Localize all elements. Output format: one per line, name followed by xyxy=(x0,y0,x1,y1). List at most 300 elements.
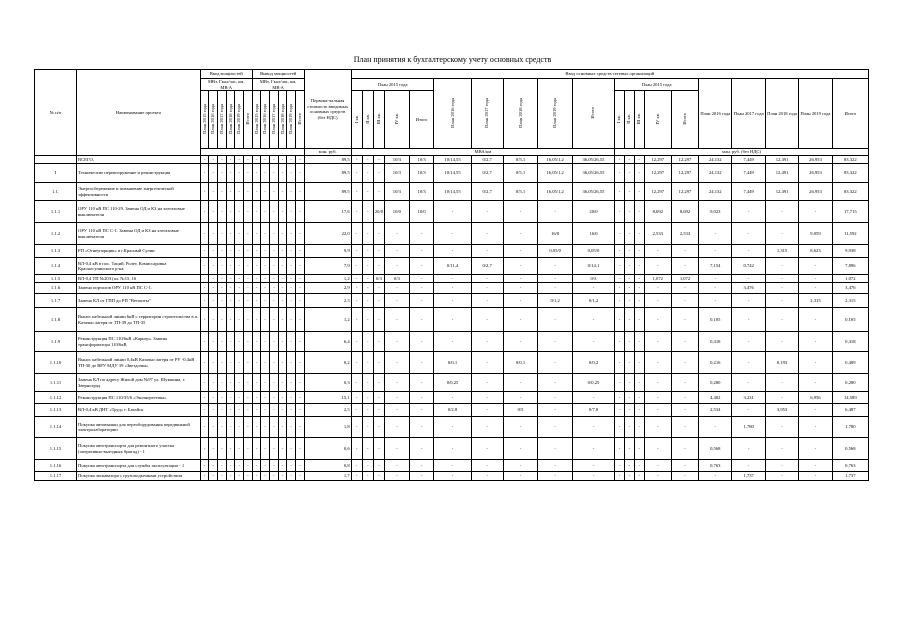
value-cell: - xyxy=(538,404,573,417)
value-cell: - xyxy=(471,308,503,332)
value-cell: 0/5,1 xyxy=(503,183,538,201)
table-row xyxy=(35,460,869,472)
value-cell: - xyxy=(671,283,698,294)
value-cell: - xyxy=(351,392,362,404)
row-number: 1.1. xyxy=(35,183,77,201)
header-vvod-2018: План 2018 года xyxy=(227,103,233,134)
power-cell: - xyxy=(226,183,235,201)
power-cell: - xyxy=(218,223,227,245)
value-cell: - xyxy=(373,392,384,404)
power-cell: - xyxy=(218,245,227,258)
value-cell: - xyxy=(732,245,765,258)
header-vyvod-2015: План 2015 года xyxy=(253,103,259,134)
value-cell: - xyxy=(624,294,634,308)
power-cell: - xyxy=(295,223,304,245)
row-number: 1.1.6 xyxy=(35,283,77,294)
power-cell: - xyxy=(235,283,244,294)
header-vyvod-2017: План 2017 года xyxy=(271,103,276,134)
power-cell: - xyxy=(252,201,261,223)
power-cell: - xyxy=(278,164,287,183)
value-cell: 12,297 xyxy=(671,164,698,183)
value-cell: - xyxy=(538,308,573,332)
value-cell: 1,737 xyxy=(732,472,765,481)
power-cell: - xyxy=(270,404,279,417)
power-cell: - xyxy=(235,308,244,332)
row-number: 1.1.4 xyxy=(35,258,77,275)
value-cell: 0,763 xyxy=(832,460,868,472)
power-cell: - xyxy=(226,275,235,283)
value-cell: - xyxy=(538,201,573,223)
value-cell: - xyxy=(434,438,471,460)
table-row xyxy=(35,164,869,183)
header-right-2017: План 2017 года xyxy=(732,79,765,149)
value-cell: - xyxy=(671,245,698,258)
value-cell: - xyxy=(434,392,471,404)
value-cell: - xyxy=(538,258,573,275)
value-cell: - xyxy=(538,460,573,472)
value-cell: - xyxy=(765,258,798,275)
value-cell: - xyxy=(351,245,362,258)
power-cell: - xyxy=(287,417,296,438)
value-cell: 36,05/26,55 xyxy=(572,156,614,164)
value-cell: 1,315 xyxy=(765,245,798,258)
value-cell: - xyxy=(409,392,434,404)
value-cell: - xyxy=(373,460,384,472)
value-cell: 0/5,1 xyxy=(503,156,538,164)
table-header xyxy=(35,70,869,156)
header-mid-total: Итого xyxy=(590,106,596,119)
value-cell: - xyxy=(373,308,384,332)
value-cell: - xyxy=(471,460,503,472)
power-cell: - xyxy=(261,352,270,374)
power-cell: - xyxy=(287,438,296,460)
power-cell: - xyxy=(252,308,261,332)
value-cell: - xyxy=(385,283,410,294)
value-cell: - xyxy=(409,283,434,294)
power-cell: - xyxy=(226,201,235,223)
value-cell: - xyxy=(624,223,634,245)
value-cell: - xyxy=(624,438,634,460)
value-cell: - xyxy=(634,392,644,404)
value-cell: 17,715 xyxy=(832,201,868,223)
value-cell: - xyxy=(385,352,410,374)
power-cell: - xyxy=(218,460,227,472)
value-cell: - xyxy=(538,374,573,392)
value-cell: - xyxy=(671,438,698,460)
power-cell: - xyxy=(295,472,304,481)
value-cell: - xyxy=(732,352,765,374)
power-cell: - xyxy=(278,332,287,352)
row-project-name: ОРУ 110 кВ ПС С-1. Замена ОД и КЗ на элегазовые выключатели xyxy=(77,223,201,245)
value-cell: 10/3 xyxy=(409,156,434,164)
power-cell: - xyxy=(244,308,253,332)
power-cell: - xyxy=(287,472,296,481)
power-cell: - xyxy=(235,417,244,438)
power-cell: - xyxy=(200,201,209,223)
value-cell: - xyxy=(351,438,362,460)
value-cell: 0/2,7 xyxy=(471,258,503,275)
power-cell: - xyxy=(209,164,218,183)
value-cell: - xyxy=(373,245,384,258)
value-cell: - xyxy=(671,294,698,308)
power-cell: - xyxy=(270,183,279,201)
power-cell: - xyxy=(278,183,287,201)
power-cell: - xyxy=(261,374,270,392)
value-cell: - xyxy=(351,294,362,308)
value-cell: - xyxy=(624,352,634,374)
power-cell: - xyxy=(287,183,296,201)
value-cell: - xyxy=(765,223,798,245)
value-cell: - xyxy=(409,472,434,481)
value-cell: - xyxy=(362,352,373,374)
value-cell: 1,780 xyxy=(832,417,868,438)
value-cell: - xyxy=(765,332,798,352)
power-cell: - xyxy=(218,201,227,223)
power-cell: - xyxy=(287,460,296,472)
value-cell: - xyxy=(409,404,434,417)
value-cell: 7,154 xyxy=(699,258,732,275)
value-cell: - xyxy=(644,472,671,481)
row-number xyxy=(35,156,77,164)
value-cell: 0/0,1 xyxy=(503,352,538,374)
value-cell: - xyxy=(634,472,644,481)
power-cell: - xyxy=(278,275,287,283)
power-cell: - xyxy=(200,374,209,392)
value-cell: 12,297 xyxy=(644,156,671,164)
value-cell: - xyxy=(624,156,634,164)
power-cell: - xyxy=(226,404,235,417)
header-q3-right: III кв. xyxy=(636,113,642,125)
value-cell: - xyxy=(351,164,362,183)
value-cell: - xyxy=(409,258,434,275)
value-cell: - xyxy=(362,275,373,283)
value-cell: - xyxy=(572,460,614,472)
capital-plan-table xyxy=(34,69,869,481)
value-cell: - xyxy=(434,283,471,294)
value-cell: - xyxy=(799,438,832,460)
value-cell: 0,568 xyxy=(699,438,732,460)
value-cell: - xyxy=(434,294,471,308)
value-cell: - xyxy=(699,472,732,481)
value-cell: - xyxy=(503,275,538,283)
header-vyvod: Вывод мощностей xyxy=(252,70,304,79)
value-cell: - xyxy=(434,460,471,472)
power-cell: - xyxy=(200,283,209,294)
value-cell: - xyxy=(615,308,625,332)
power-cell: - xyxy=(235,460,244,472)
value-cell: 6,956 xyxy=(799,392,832,404)
power-cell: - xyxy=(287,275,296,283)
value-cell: 0,216 xyxy=(699,352,732,374)
table-row xyxy=(35,294,869,308)
header-q3-left: III кв. xyxy=(375,113,381,125)
power-cell: - xyxy=(261,223,270,245)
header-vyvod-total: Итого xyxy=(296,113,302,125)
row-project-name: ОРУ 110 кВ ПС 110-29. Замена ОД и КЗ на элегазовые выключатели xyxy=(77,201,201,223)
power-cell: - xyxy=(252,283,261,294)
value-cell: - xyxy=(634,294,644,308)
value-cell: 12,491 xyxy=(765,156,798,164)
value-cell: - xyxy=(615,245,625,258)
value-cell: - xyxy=(634,156,644,164)
header-plan2015-right: План 2015 года xyxy=(615,79,699,91)
value-cell: - xyxy=(624,183,634,201)
value-cell: 0/0,25 xyxy=(572,374,614,392)
power-cell: - xyxy=(295,417,304,438)
power-cell: - xyxy=(278,460,287,472)
value-cell: 0/5 xyxy=(503,404,538,417)
value-cell: - xyxy=(538,438,573,460)
power-cell: - xyxy=(244,417,253,438)
power-cell: - xyxy=(218,275,227,283)
value-cell: - xyxy=(362,404,373,417)
power-cell: - xyxy=(235,223,244,245)
row-cost: 1,2 xyxy=(304,275,351,283)
value-cell: - xyxy=(503,417,538,438)
power-cell: - xyxy=(218,258,227,275)
power-cell: - xyxy=(244,201,253,223)
row-project-name: Вынос кабельной линии 0,4кВ Казачьи лагеря от РУ -0,4кВ ТП-30 до ВРУ МДУ 39 «Звездочка» xyxy=(77,352,201,374)
power-cell: - xyxy=(270,472,279,481)
value-cell: 8,623 xyxy=(799,245,832,258)
value-cell: - xyxy=(624,164,634,183)
power-cell: - xyxy=(200,156,209,164)
power-cell: - xyxy=(295,164,304,183)
row-number: 1.1.1 xyxy=(35,201,77,223)
value-cell: 0/2,7 xyxy=(471,164,503,183)
value-cell: 12,297 xyxy=(644,183,671,201)
row-cost: 0,6 xyxy=(304,438,351,460)
power-cell: - xyxy=(209,404,218,417)
value-cell: - xyxy=(671,258,698,275)
table-row xyxy=(35,352,869,374)
value-cell: - xyxy=(634,283,644,294)
value-cell: - xyxy=(732,374,765,392)
power-cell: - xyxy=(270,245,279,258)
value-cell: - xyxy=(471,472,503,481)
value-cell: - xyxy=(624,374,634,392)
value-cell: - xyxy=(385,374,410,392)
row-project-name: РП «Огнеупорщик» в г.Красный Сулин xyxy=(77,245,201,258)
value-cell: - xyxy=(538,472,573,481)
power-cell: - xyxy=(200,332,209,352)
power-cell: - xyxy=(261,417,270,438)
value-cell: - xyxy=(385,472,410,481)
value-cell: - xyxy=(699,223,732,245)
power-cell: - xyxy=(235,294,244,308)
row-number: 1.1.11 xyxy=(35,374,77,392)
row-cost: 2,3 xyxy=(304,294,351,308)
value-cell: - xyxy=(732,438,765,460)
power-cell: - xyxy=(270,283,279,294)
header-unit-spacer xyxy=(200,149,304,156)
table-row xyxy=(35,258,869,275)
row-number: 1.1.16 xyxy=(35,460,77,472)
page-title: План принятия к бухгалтерскому учету основных средств xyxy=(353,55,552,64)
value-cell: - xyxy=(799,352,832,374)
value-cell: 10/3 xyxy=(409,183,434,201)
value-cell: - xyxy=(471,283,503,294)
power-cell: - xyxy=(226,392,235,404)
row-project-name: Реконструкция ПС 110/6кВ «Карьер». Замена трансформатора 110/6кВ xyxy=(77,332,201,352)
power-cell: - xyxy=(218,404,227,417)
header-q4-left: IV кв. xyxy=(393,113,399,125)
header-right-2016: План 2016 года xyxy=(699,79,732,149)
power-cell: - xyxy=(278,156,287,164)
value-cell: - xyxy=(644,332,671,352)
value-cell: - xyxy=(362,201,373,223)
power-cell: - xyxy=(287,392,296,404)
value-cell: - xyxy=(615,332,625,352)
row-number: I xyxy=(35,164,77,183)
power-cell: - xyxy=(252,417,261,438)
power-cell: - xyxy=(278,308,287,332)
power-cell: - xyxy=(261,183,270,201)
header-mid-2016: План 2016 года xyxy=(449,97,455,128)
value-cell: - xyxy=(362,283,373,294)
value-cell: - xyxy=(732,460,765,472)
value-cell: 2,534 xyxy=(699,404,732,417)
table-row xyxy=(35,275,869,283)
value-cell: 0,409 xyxy=(832,352,868,374)
value-cell: - xyxy=(471,201,503,223)
value-cell: - xyxy=(351,258,362,275)
value-cell: - xyxy=(362,472,373,481)
value-cell: - xyxy=(615,352,625,374)
power-cell: - xyxy=(278,374,287,392)
value-cell: 2,315 xyxy=(832,294,868,308)
value-cell: - xyxy=(765,392,798,404)
row-number: 1.1.3 xyxy=(35,245,77,258)
value-cell: - xyxy=(373,404,384,417)
power-cell: - xyxy=(270,258,279,275)
value-cell: - xyxy=(351,275,362,283)
power-cell: - xyxy=(261,460,270,472)
value-cell: 1,737 xyxy=(832,472,868,481)
value-cell: - xyxy=(385,294,410,308)
power-cell: - xyxy=(226,332,235,352)
value-cell: - xyxy=(644,438,671,460)
power-cell: - xyxy=(226,223,235,245)
value-cell: - xyxy=(634,275,644,283)
value-cell: - xyxy=(385,223,410,245)
power-cell: - xyxy=(244,404,253,417)
value-cell: - xyxy=(351,352,362,374)
value-cell: - xyxy=(503,258,538,275)
value-cell: 7,449 xyxy=(732,156,765,164)
value-cell: - xyxy=(732,294,765,308)
value-cell: - xyxy=(503,201,538,223)
value-cell: - xyxy=(385,460,410,472)
value-cell: 7,449 xyxy=(732,183,765,201)
power-cell: - xyxy=(244,258,253,275)
power-cell: - xyxy=(278,392,287,404)
power-cell: - xyxy=(252,183,261,201)
table-row xyxy=(35,332,869,352)
power-cell: - xyxy=(270,223,279,245)
header-vvod-2016: План 2016 года xyxy=(210,103,216,134)
value-cell: 0,418 xyxy=(832,332,868,352)
power-cell: - xyxy=(261,275,270,283)
power-cell: - xyxy=(244,223,253,245)
power-cell: - xyxy=(200,245,209,258)
row-project-name: Покупка экскаватора с грузоподъемным устройством xyxy=(77,472,201,481)
value-cell: - xyxy=(503,294,538,308)
value-cell: - xyxy=(373,183,384,201)
value-cell: - xyxy=(615,438,625,460)
header-q2-right: II кв. xyxy=(626,114,632,124)
value-cell: - xyxy=(799,283,832,294)
power-cell: - xyxy=(252,352,261,374)
header-vvod-2017: План 2017 года xyxy=(219,103,225,134)
value-cell: - xyxy=(671,472,698,481)
power-cell: - xyxy=(244,392,253,404)
power-cell: - xyxy=(295,156,304,164)
power-cell: - xyxy=(252,404,261,417)
value-cell: - xyxy=(732,332,765,352)
power-cell: - xyxy=(226,245,235,258)
value-cell: - xyxy=(671,308,698,332)
power-cell: - xyxy=(218,438,227,460)
value-cell: - xyxy=(409,275,434,283)
power-cell: - xyxy=(218,308,227,332)
power-cell: - xyxy=(295,258,304,275)
power-cell: - xyxy=(270,438,279,460)
row-number: 1.1.13 xyxy=(35,404,77,417)
power-cell: - xyxy=(244,438,253,460)
row-project-name: Замена КЛ по адресу Жилой дом №97 ул. Шукшина, г. Зверноград xyxy=(77,374,201,392)
row-project-name: Покупка автотранспорта для службы эксплуатации - 1 xyxy=(77,460,201,472)
header-right-2019: План 2019 года xyxy=(799,79,832,149)
table-row xyxy=(35,201,869,223)
power-cell: - xyxy=(244,460,253,472)
value-cell: - xyxy=(765,438,798,460)
header-vyvod-units: МВт, Гкал/час, км, МВ∙А xyxy=(252,79,304,91)
value-cell: - xyxy=(799,308,832,332)
value-cell: - xyxy=(471,332,503,352)
value-cell: - xyxy=(409,223,434,245)
power-cell: - xyxy=(244,283,253,294)
power-cell: - xyxy=(244,352,253,374)
value-cell: 12,297 xyxy=(644,164,671,183)
value-cell: 24,132 xyxy=(699,156,732,164)
value-cell: 0/1,2 xyxy=(538,294,573,308)
row-project-name: ВСЕГО, xyxy=(77,156,201,164)
value-cell: - xyxy=(471,223,503,245)
value-cell: 2,533 xyxy=(644,223,671,245)
power-cell: - xyxy=(295,275,304,283)
value-cell: - xyxy=(634,223,644,245)
value-cell: - xyxy=(644,392,671,404)
power-cell: - xyxy=(287,308,296,332)
row-number: 1.1.7 xyxy=(35,294,77,308)
value-cell: - xyxy=(362,164,373,183)
power-cell: - xyxy=(209,201,218,223)
value-cell: 0/2,8 xyxy=(434,404,471,417)
value-cell: - xyxy=(471,417,503,438)
power-cell: - xyxy=(244,183,253,201)
power-cell: - xyxy=(278,283,287,294)
value-cell: - xyxy=(799,417,832,438)
header-unit-cost: млн. руб. xyxy=(304,149,351,156)
power-cell: - xyxy=(287,352,296,374)
value-cell: - xyxy=(362,183,373,201)
power-cell: - xyxy=(200,404,209,417)
power-cell: - xyxy=(295,374,304,392)
table-row xyxy=(35,223,869,245)
header-vvod-total: Итого xyxy=(245,113,251,125)
table-row xyxy=(35,392,869,404)
